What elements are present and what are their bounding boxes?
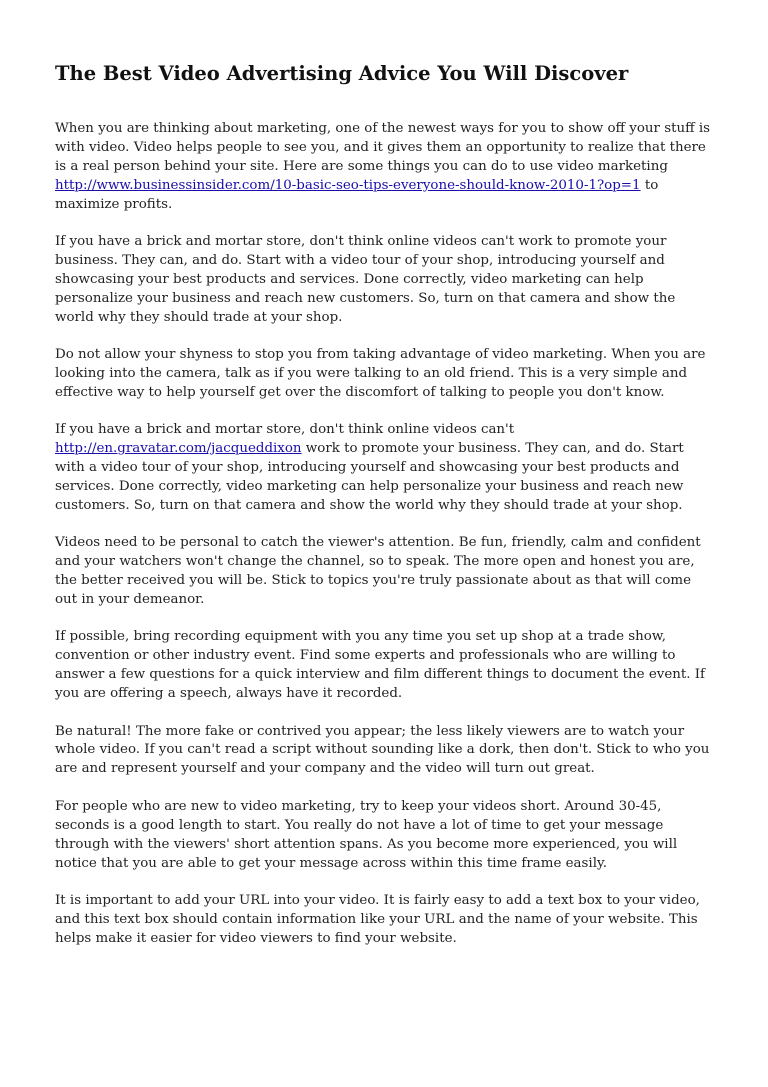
paragraph-4 <box>55 421 715 516</box>
paragraph-9: It is important to add your URL into your video. It is fairly easy to add a text box to your video, and this text box should contain information like your URL and the name of your website. This helps make it easier for video viewers to find your website. <box>55 892 700 946</box>
paragraph-6: If possible, bring recording equipment with you any time you set up shop at a trade show, convention or other industry event. Find some experts and professionals who are willing to answer a few questions for a quick interview and film different things to document the event. If you are offering a speech, always have it recorded. <box>55 629 706 702</box>
paragraph-4-text-before: If you have a brick and mortar store, don't think online videos can't <box>55 422 515 438</box>
paragraph-1 <box>55 120 715 215</box>
paragraph-4-text-after: work to promote your business. They can, and do. Start with a video tour of your shop, introducing yourself and showcasing your best products and services. Done correctly, video marketing can help personalize your business and reach new customers. So, turn on that camera and show the world why they should trade at your shop. <box>55 441 684 513</box>
gravatar-link[interactable]: http://en.gravatar.com/jacqueddixon <box>55 441 302 457</box>
paragraph-1-text-before: When you are thinking about marketing, one of the newest ways for you to show off your stuff is with video. Video helps people to see you, and it gives them an opportunity to realize that there is a real person behind your site. Here are some things you can do to use video marketing <box>55 121 711 174</box>
paragraph-7: Be natural! The more fake or contrived you appear; the less likely viewers are to watch your whole video. If you can't read a script without sounding like a dork, then don't. Stick to who you are and represent yourself and your company and the video will turn out great. <box>55 723 710 777</box>
paragraph-2: If you have a brick and mortar store, don't think online videos can't work to promote your business. They can, and do. Start with a video tour of your shop, introducing yourself and showcasing your best products and services. Done correctly, video marketing can help personalize your business and reach new customers. So, turn on that camera and show the world why they should trade at your shop. <box>55 234 676 325</box>
paragraph-3: Do not allow your shyness to stop you from taking advantage of video marketing. When you are looking into the camera, talk as if you were talking to an old friend. This is a very simple and effective way to help yourself get over the discomfort of talking to people you don't know. <box>55 347 706 400</box>
paragraph-8: For people who are new to video marketing, try to keep your videos short. Around 30-45, seconds is a good length to start. You really do not have a lot of time to get your message through with the viewers' short attention spans. As you become more experienced, you will notice that you are able to get your message across within this time frame easily. <box>55 798 678 871</box>
paragraph-1-text-after: to maximize profits. <box>55 177 659 212</box>
businessinsider-link[interactable]: http://www.businessinsider.com/10-basic-seo-tips-everyone-should-know-2010-1?op=1 <box>55 177 641 193</box>
paragraph-5: Videos need to be personal to catch the viewer's attention. Be fun, friendly, calm and confident and your watchers won't change the channel, so to speak. The more open and honest you are, the better received you will be. Stick to topics you're truly passionate about as that will come out in your demeanor. <box>55 535 701 608</box>
document-title: The Best Video Advertising Advice You Will Discover <box>55 62 629 85</box>
document-page <box>55 60 715 967</box>
